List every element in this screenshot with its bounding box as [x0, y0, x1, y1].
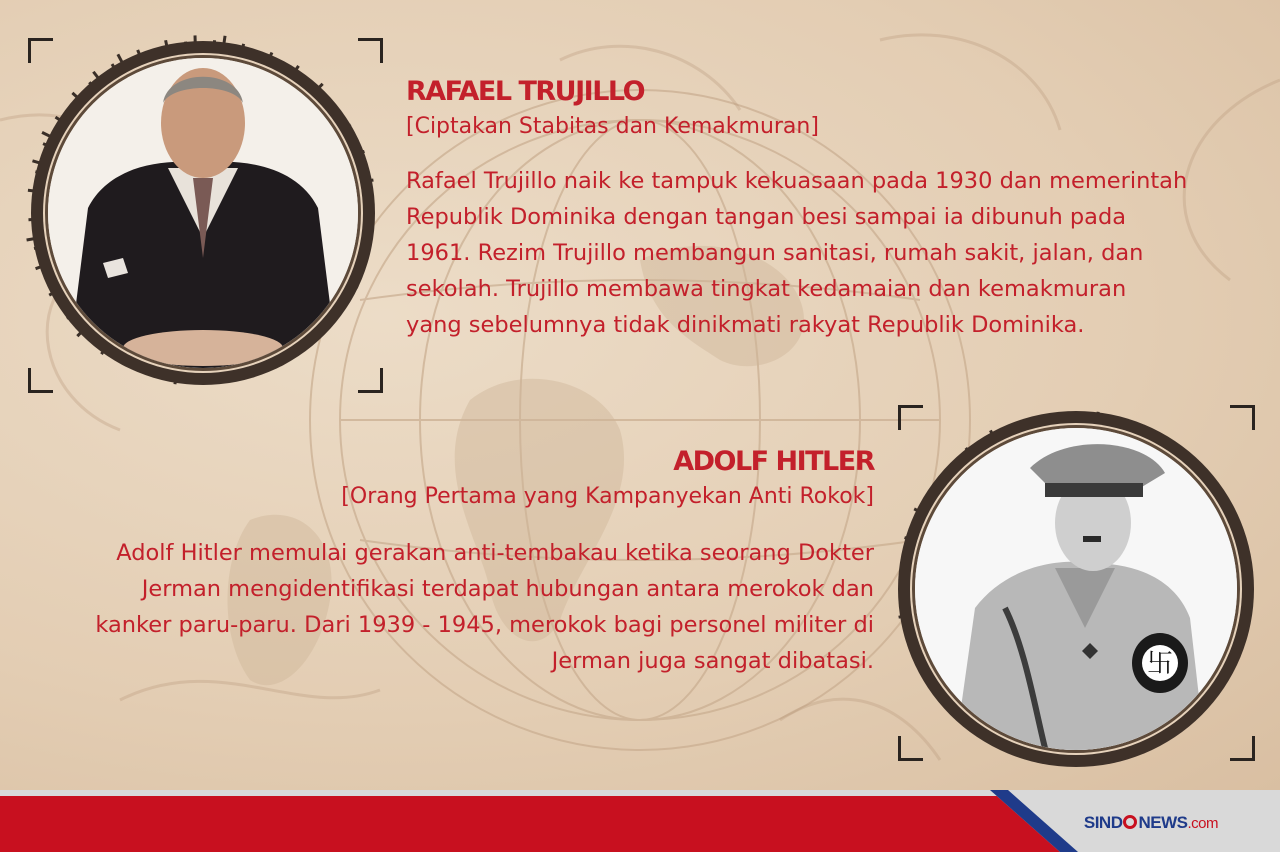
frame-corner-top-left: [28, 38, 53, 63]
ring-tick: [28, 190, 47, 192]
frame-corner-top-right: [358, 38, 383, 63]
ring-tick: [86, 93, 93, 100]
logo-text-com: .com: [1187, 815, 1218, 832]
trujillo-line: yang sebelumnya tidak dinikmati rakyat Republik Dominika.: [406, 312, 1085, 338]
ring-tick: [35, 172, 50, 175]
trujillo-line: Republik Dominika dengan tangan besi sampai ia dibunuh pada: [406, 204, 1127, 230]
sindonews-logo[interactable]: [1084, 813, 1218, 833]
trujillo-line: Rafael Trujillo naik ke tampuk kekuasaan pada 1930 dan memerintah: [406, 168, 1188, 194]
svg-text:卐: 卐: [1146, 649, 1174, 679]
footer-bar: [0, 790, 1280, 852]
logo-text-news: NEWS: [1138, 813, 1188, 832]
ring-tick: [28, 219, 46, 220]
hitler-line: Adolf Hitler memulai gerakan anti-tembakau ketika seorang Dokter: [116, 540, 874, 566]
trujillo-name: RAFAEL TRUJILLO: [406, 76, 645, 107]
frame-corner-bottom-left: [898, 736, 923, 761]
hitler-line: Jerman mengidentifikasi terdapat hubungan antara merokok dan: [141, 576, 874, 602]
ring-tick: [131, 59, 136, 70]
ring-tick: [45, 155, 55, 159]
ring-tick: [72, 93, 86, 106]
trujillo-photo: [45, 55, 361, 371]
ring-tick: [112, 64, 120, 78]
trujillo-line: sekolah. Trujillo membawa tingkat kedamaian dan kemakmuran: [406, 276, 1127, 302]
trujillo-tagline: [Ciptakan Stabitas dan Kemakmuran]: [406, 114, 819, 139]
ring-tick: [107, 74, 113, 83]
ring-tick: [186, 42, 187, 57]
logo-o-icon: [1123, 815, 1137, 829]
ring-tick: [27, 236, 49, 240]
ring-tick: [195, 35, 196, 56]
logo-text-sind: SIND: [1083, 813, 1123, 832]
trujillo-description: [406, 163, 1187, 343]
ring-tick: [213, 40, 214, 56]
frame-corner-bottom-right: [1230, 736, 1255, 761]
hitler-name: ADOLF HITLER: [673, 446, 874, 477]
ring-tick: [42, 132, 62, 142]
hitler-line: Jerman juga sangat dibatasi.: [551, 648, 874, 674]
frame-corner-top-left: [898, 405, 923, 430]
frame-corner-top-right: [1230, 405, 1255, 430]
ring-tick: [70, 104, 81, 113]
ring-tick: [138, 50, 144, 67]
frame-corner-bottom-right: [358, 368, 383, 393]
hitler-line: kanker paru-paru. Dari 1939 - 1945, merokok bagi personel militer di: [95, 612, 874, 638]
ring-tick: [93, 72, 106, 88]
ring-tick: [43, 144, 58, 150]
ring-tick: [32, 161, 52, 167]
hitler-description: [95, 535, 874, 679]
hitler-tagline: [Orang Pertama yang Kampanyekan Anti Rokok]: [341, 484, 874, 509]
ring-tick: [157, 48, 160, 61]
ring-tick: [69, 115, 75, 120]
frame-corner-bottom-left: [28, 368, 53, 393]
ring-tick: [33, 200, 47, 201]
ring-tick: [55, 117, 70, 127]
hitler-photo: [912, 425, 1240, 753]
trujillo-line: 1961. Rezim Trujillo membangun sanitasi, rumah sakit, jalan, dan: [406, 240, 1144, 266]
ring-tick: [118, 54, 128, 73]
ring-tick: [222, 36, 225, 58]
ring-tick: [166, 40, 170, 59]
ring-tick: [36, 262, 55, 269]
ring-tick: [55, 128, 66, 134]
ring-tick: [89, 82, 99, 93]
